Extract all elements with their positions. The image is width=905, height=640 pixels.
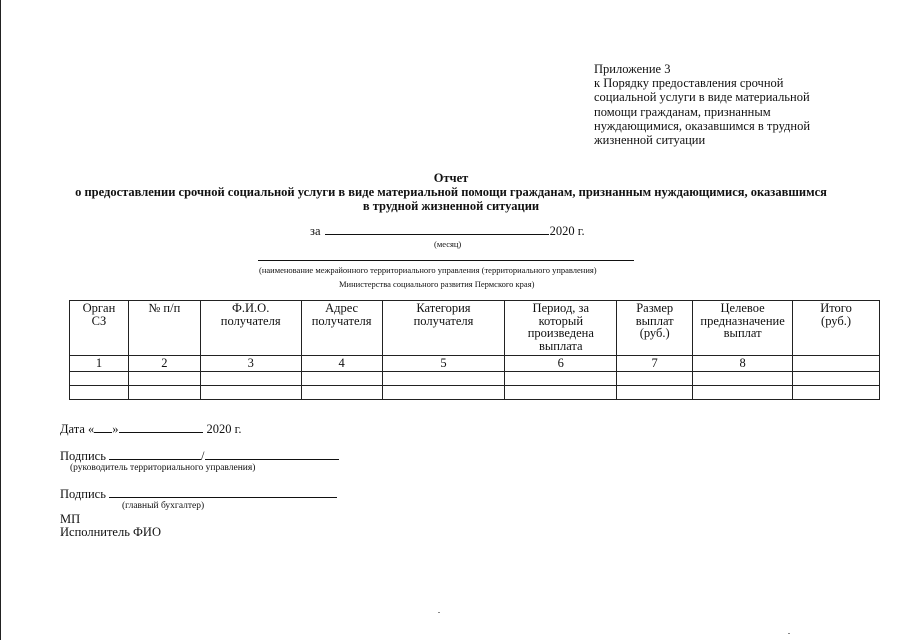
signature-fill-line[interactable] (109, 448, 201, 460)
col-number: 1 (70, 356, 129, 372)
col-header-period: Период, за который произведена выплата (505, 301, 617, 356)
table-row (70, 371, 880, 385)
ministry-caption: Министерства социального развития Пермского края) (339, 279, 535, 289)
signature-accountant-row (60, 486, 337, 502)
accountant-fill-line[interactable] (109, 486, 337, 498)
table-cell[interactable] (382, 371, 505, 385)
date-mid: » (112, 422, 119, 436)
table-cell[interactable] (301, 371, 382, 385)
col-header-number: № п/п (128, 301, 200, 356)
table-cell[interactable] (793, 371, 880, 385)
executor-label: Исполнитель ФИО (60, 525, 161, 539)
table-row (70, 385, 880, 399)
appendix-line: социальной услуги в виде материальной (594, 90, 810, 105)
signature-label: Подпись (60, 487, 106, 501)
date-row (60, 421, 242, 437)
day-fill-line[interactable] (94, 421, 112, 433)
report-subtitle-line-1: о предоставлении срочной социальной услуги в виде материальной помощи гражданам, признанным нуждающимися, оказавшимся (75, 184, 827, 199)
table-cell[interactable] (382, 385, 505, 399)
signature-label: Подпись (60, 449, 106, 463)
period-year: 2020 г. (549, 224, 585, 238)
table-cell[interactable] (128, 371, 200, 385)
table-cell[interactable] (70, 371, 129, 385)
table-cell[interactable] (693, 385, 793, 399)
table-cell[interactable] (793, 385, 880, 399)
month-caption: (месяц) (434, 239, 462, 249)
col-number: 3 (200, 356, 301, 372)
table-cell[interactable] (617, 371, 693, 385)
month-date-fill-line[interactable] (119, 421, 203, 433)
date-year: 2020 г. (206, 422, 242, 436)
table-cell[interactable] (200, 371, 301, 385)
col-header-address: Адрес получателя (301, 301, 382, 356)
report-title-block (40, 172, 862, 213)
report-title: Отчет (433, 171, 469, 185)
signature-separator: / (201, 449, 205, 463)
col-header-fio: Ф.И.О. получателя (200, 301, 301, 356)
scan-artifact (788, 633, 790, 634)
col-header-amount: Размер выплат (руб.) (617, 301, 693, 356)
page-edge-line (0, 0, 1, 640)
month-fill-line[interactable] (325, 223, 549, 235)
col-number (793, 356, 880, 372)
table-cell[interactable] (693, 371, 793, 385)
table-header-row (70, 301, 880, 356)
table-cell[interactable] (505, 385, 617, 399)
appendix-line: помощи гражданам, признанным (594, 104, 771, 119)
date-prefix: Дата « (60, 422, 95, 436)
appendix-line: жизненной ситуации (594, 133, 706, 148)
signature-head-caption: (руководитель территориального управления) (70, 463, 256, 473)
col-header-organ: Орган СЗ (70, 301, 129, 356)
report-table (69, 300, 880, 400)
table-cell[interactable] (200, 385, 301, 399)
col-header-category: Категория получателя (382, 301, 505, 356)
table-cell[interactable] (617, 385, 693, 399)
col-number: 7 (617, 356, 693, 372)
period-prefix: за (310, 224, 321, 238)
table-cell[interactable] (505, 371, 617, 385)
appendix-line: Приложение 3 (594, 62, 671, 76)
col-number: 2 (128, 356, 200, 372)
table-number-row (70, 356, 880, 372)
period-row (310, 223, 585, 239)
col-number: 4 (301, 356, 382, 372)
stamp-label: МП (60, 512, 81, 526)
name-fill-line[interactable] (205, 448, 339, 460)
col-number: 6 (505, 356, 617, 372)
signature-head-row (60, 448, 339, 464)
appendix-line: к Порядку предоставления срочной (594, 76, 784, 91)
col-number: 5 (382, 356, 505, 372)
appendix-note (594, 62, 834, 147)
table-cell[interactable] (70, 385, 129, 399)
col-number: 8 (693, 356, 793, 372)
signature-accountant-caption: (главный бухгалтер) (122, 501, 205, 511)
col-header-purpose: Целевое предназначение выплат (693, 301, 793, 356)
appendix-line: нуждающимися, оказавшимся в трудной (594, 118, 811, 133)
scan-artifact (438, 612, 440, 613)
report-subtitle-line-2: в трудной жизненной ситуации (362, 198, 540, 213)
authority-fill-line[interactable] (258, 260, 634, 261)
col-header-total: Итого (руб.) (793, 301, 880, 356)
table-cell[interactable] (128, 385, 200, 399)
authority-caption: (наименование межрайонного территориального управления (территориального управления) (259, 265, 597, 275)
table-cell[interactable] (301, 385, 382, 399)
